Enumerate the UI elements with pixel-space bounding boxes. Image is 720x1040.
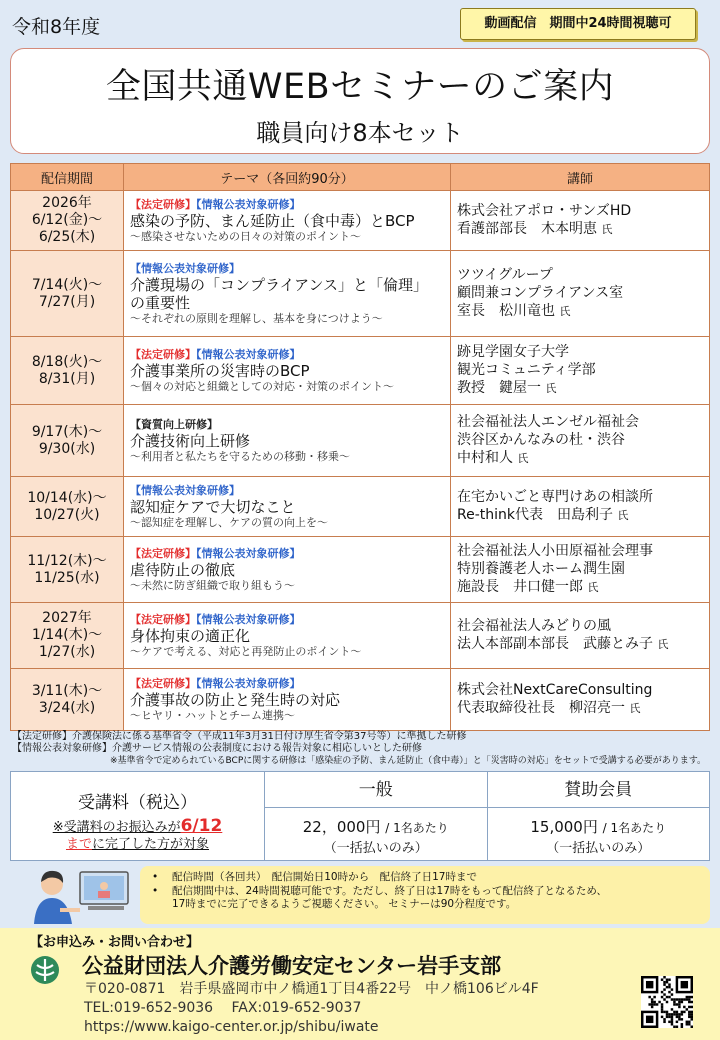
fee-member — [488, 772, 710, 860]
period-line: 7/27(月) — [38, 293, 96, 310]
period-cell — [11, 537, 124, 603]
fee-general-price: 22，000円 — [302, 818, 381, 836]
fee-member-price: 15,000円 — [530, 818, 598, 836]
theme-tags — [130, 198, 444, 212]
lecturer-line — [457, 431, 703, 449]
lecturer-line — [457, 578, 703, 597]
note-public: 【情報公表対象研修】介護サービス情報の公表制度における報告対象に相応しいとした研修 — [12, 743, 422, 754]
title-box — [10, 48, 710, 154]
theme-cell — [124, 191, 451, 251]
training-tag: 【情報公表対象研修】 — [130, 261, 240, 275]
lecturer-cell — [451, 191, 710, 251]
period-line: 9/17(木)～ — [31, 423, 103, 440]
training-tag: 【情報公表対象研修】 — [196, 612, 301, 626]
period-line: 11/12(木)～ — [27, 552, 107, 569]
lecturer-line — [457, 220, 703, 239]
theme-tags — [130, 418, 444, 432]
training-tag: 【資質向上研修】 — [130, 417, 218, 431]
theme-title: 身体拘束の適正化 — [130, 626, 251, 645]
qr-code-icon[interactable] — [641, 976, 693, 1028]
theme-title: の重要性 — [130, 293, 191, 312]
honorific: 氏 — [657, 638, 669, 651]
page-subtitle: 職員向け8本セット — [256, 119, 464, 147]
contact-section — [0, 928, 720, 1040]
period-cell — [11, 405, 124, 477]
theme-subtitle: ～ヒヤリ・ハットとチーム連携～ — [130, 708, 295, 722]
lecturer-text: 中村和人 — [457, 450, 513, 466]
honorific: 氏 — [601, 223, 613, 236]
theme-subtitle: ～ケアで考える、対応と再発防止のポイント～ — [130, 644, 362, 658]
lecturer-text: 跡見学園女子大学 — [457, 344, 569, 360]
period-line: 1/14(木)～ — [31, 627, 103, 643]
fee-cond-a: ※受講料のお振込みが — [52, 820, 181, 835]
theme-cell — [124, 405, 451, 477]
lecturer-line — [457, 449, 703, 468]
training-tag: 【情報公表対象研修】 — [196, 676, 301, 690]
fee-member-per: / 1名あたり — [602, 821, 667, 835]
theme-cell — [124, 337, 451, 405]
lecturer-line — [457, 635, 703, 654]
period-line: 9/30(水) — [38, 440, 96, 457]
period-line: 8/18(火)～ — [31, 353, 103, 370]
info-line-note: 17時までに完了できるようご視聴ください。 セミナーは90分程度です。 — [172, 898, 517, 910]
fee-general-lump: （一括払いのみ） — [323, 841, 428, 856]
lecturer-text: 渋谷区かんなみの杜・渋谷 — [457, 432, 625, 448]
period-cell — [11, 477, 124, 537]
period-cell — [11, 251, 124, 337]
lecturer-text: 看護部部長 木本明恵 — [457, 221, 597, 237]
period-line: 6/12(金)～ — [31, 212, 103, 228]
honorific: 氏 — [517, 452, 529, 465]
fee-member-lump: （一括払いのみ） — [546, 841, 651, 856]
training-tag: 【法定研修】 — [130, 676, 196, 690]
honorific: 氏 — [559, 305, 571, 318]
table-row — [11, 251, 710, 337]
period-line: 3/11(木)～ — [31, 682, 103, 699]
theme-title: 感染の予防、まん延防止（食中毒）とBCP — [130, 211, 415, 230]
fee-general — [265, 772, 488, 860]
theme-cell — [124, 251, 451, 337]
lecturer-cell — [451, 603, 710, 669]
notes — [12, 731, 712, 767]
lecturer-cell — [451, 669, 710, 731]
theme-tags — [130, 613, 444, 627]
streaming-badge: 動画配信 期間中24時間視聴可 — [460, 8, 696, 40]
period-line: 1/27(水) — [38, 644, 96, 660]
contact-address: 〒020-0871 岩手県盛岡市中ノ橋通1丁目4番22号 中ノ橋106ビル4F — [84, 981, 539, 997]
period-line: 6/25(木) — [38, 229, 96, 245]
period-line: 10/14(水)～ — [27, 489, 107, 506]
theme-tags — [130, 677, 444, 691]
period-line: 8/31(月) — [38, 370, 96, 387]
lecturer-text: 代表取締役社長 柳沼亮一 — [457, 700, 625, 716]
lecturer-line — [457, 302, 703, 321]
col-header-theme: テーマ（各回約90分） — [124, 164, 451, 191]
theme-subtitle: ～感染させないための日々の対策のポイント～ — [130, 229, 361, 243]
contact-heading: 【お申込み・お問い合わせ】 — [30, 935, 200, 950]
organization-logo-icon — [30, 955, 60, 985]
theme-title: 認知症ケアで大切なこと — [130, 497, 296, 516]
note-legal: 【法定研修】介護保険法に係る基準省令（平成11年3月31日付け厚生省令第37号等）に準拠した研修 — [12, 731, 467, 742]
lecturer-text: Re-think代表 田島利子 — [457, 507, 613, 523]
period-cell — [11, 603, 124, 669]
lecturer-text: 社会福祉法人エンゼル福祉会 — [457, 414, 639, 430]
lecturer-cell — [451, 337, 710, 405]
theme-subtitle: ～個々の対応と組織としての対応・対策のポイント～ — [130, 379, 394, 393]
theme-tags — [130, 484, 444, 498]
period-cell — [11, 191, 124, 251]
theme-subtitle: ～利用者と私たちを守るための移動・移乗～ — [130, 449, 350, 463]
period-cell — [11, 337, 124, 405]
delivery-info — [140, 866, 710, 924]
person-at-computer-icon — [28, 866, 138, 924]
table-row — [11, 405, 710, 477]
theme-cell — [124, 537, 451, 603]
lecturer-line — [457, 681, 703, 699]
lecturer-cell — [451, 251, 710, 337]
lecturer-text: 株式会社アポロ・サンズHD — [457, 203, 632, 219]
lecturer-cell — [451, 477, 710, 537]
lecturer-line — [457, 379, 703, 398]
col-header-lecturer: 講師 — [451, 164, 710, 191]
period-cell — [11, 669, 124, 731]
theme-cell — [124, 669, 451, 731]
theme-subtitle: ～未然に防ぎ組織で取り組もう～ — [130, 578, 295, 592]
period-line: 11/25(水) — [34, 569, 100, 586]
fee-cond-date: 6/12 — [180, 816, 223, 836]
honorific: 氏 — [617, 509, 629, 522]
note-bcp: ※基準省令で定められているBCPに関する研修は「感染症の予防、まん延防止（食中毒）」と「災害時の対応」をセットで受講する必要があります。 — [110, 756, 707, 766]
lecturer-line — [457, 488, 703, 506]
lecturer-text: 教授 鍵屋一 — [457, 380, 541, 396]
lecturer-text: 在宅かいごと専門けあの相談所 — [457, 489, 653, 505]
lecturer-line — [457, 560, 703, 578]
lecturer-text: 観光コミュニティ学部 — [457, 362, 596, 378]
lecturer-text: 顧問兼コンプライアンス室 — [457, 285, 624, 301]
period-line: 7/14(火)～ — [31, 276, 103, 293]
lecturer-line — [457, 202, 703, 220]
theme-title: 介護事故の防止と発生時の対応 — [130, 690, 341, 709]
col-header-period: 配信期間 — [11, 164, 124, 191]
lecturer-text: 社会福祉法人みどりの風 — [457, 618, 611, 634]
fee-label-cell — [11, 772, 265, 860]
theme-title: 虐待防止の徹底 — [130, 560, 236, 579]
theme-tags — [130, 547, 444, 561]
training-tag: 【法定研修】 — [130, 546, 196, 560]
lecturer-line — [457, 266, 703, 284]
theme-cell — [124, 603, 451, 669]
theme-subtitle: ～認知症を理解し、ケアの質の向上を～ — [130, 515, 328, 529]
lecturer-line — [457, 413, 703, 431]
seminar-table — [10, 163, 710, 731]
theme-cell — [124, 477, 451, 537]
theme-title: 介護現場の「コンプライアンス」と「倫理」 — [130, 275, 429, 294]
lecturer-cell — [451, 537, 710, 603]
lecturer-line — [457, 343, 703, 361]
period-line: 3/24(水) — [38, 699, 96, 716]
lecturer-cell — [451, 405, 710, 477]
lecturer-text: 法人本部副本部長 武藤とみ子 — [457, 636, 653, 652]
organization-name: 公益財団法人介護労働安定センター岩手支部 — [82, 954, 502, 978]
lecturer-line — [457, 506, 703, 525]
table-row — [11, 603, 710, 669]
lecturer-line — [457, 361, 703, 379]
lecturer-text: 特別養護老人ホーム潤生園 — [457, 561, 625, 577]
lecturer-line — [457, 617, 703, 635]
fee-cond-c: に完了した方が対象 — [92, 837, 210, 852]
training-tag: 【情報公表対象研修】 — [196, 347, 301, 361]
table-row — [11, 537, 710, 603]
info-line-time: • 配信時間（各回共） 配信開始日10時から 配信終了日17時まで — [150, 871, 702, 885]
fiscal-year: 令和8年度 — [12, 16, 101, 38]
honorific: 氏 — [629, 702, 641, 715]
fee-general-label: 一般 — [265, 772, 487, 808]
fee-general-per: / 1名あたり — [385, 821, 449, 835]
table-row — [11, 669, 710, 731]
theme-title: 介護技術向上研修 — [130, 431, 251, 450]
fee-condition — [11, 818, 264, 853]
contact-details — [84, 980, 539, 1037]
training-tag: 【法定研修】 — [130, 197, 196, 211]
honorific: 氏 — [587, 581, 599, 594]
theme-tags — [130, 262, 444, 276]
info-line-period: • 配信期間中は、24時間視聴可能です。ただし、終了日は17時をもって配信終了となるため、 — [150, 885, 702, 899]
period-line: 10/27(火) — [34, 506, 100, 523]
theme-tags — [130, 348, 444, 362]
fee-table — [10, 771, 710, 861]
fee-cond-b: まで — [65, 837, 92, 852]
lecturer-text: ツツイグループ — [457, 267, 553, 283]
table-row — [11, 337, 710, 405]
period-line: 2026年 — [42, 195, 92, 211]
honorific: 氏 — [545, 382, 557, 395]
training-tag: 【情報公表対象研修】 — [130, 483, 240, 497]
fee-member-label: 賛助会員 — [488, 772, 710, 808]
contact-url[interactable]: https://www.kaigo-center.or.jp/shibu/iwate — [84, 1019, 379, 1035]
training-tag: 【情報公表対象研修】 — [196, 546, 301, 560]
period-line: 2027年 — [42, 610, 92, 626]
lecturer-text: 社会福祉法人小田原福祉会理事 — [457, 543, 653, 559]
theme-title: 介護事業所の災害時のBCP — [130, 361, 310, 380]
fee-label: 受講料（税込） — [78, 793, 197, 813]
training-tag: 【法定研修】 — [130, 347, 196, 361]
lecturer-text: 室長 松川竜也 — [457, 303, 555, 319]
page-title: 全国共通WEBセミナーのご案内 — [105, 67, 615, 107]
lecturer-text: 施設長 井口健一郎 — [457, 579, 583, 595]
lecturer-line — [457, 284, 703, 302]
lecturer-line — [457, 699, 703, 718]
training-tag: 【情報公表対象研修】 — [196, 197, 301, 211]
table-row — [11, 191, 710, 251]
theme-subtitle: ～それぞれの原則を理解し、基本を身につけよう～ — [130, 311, 383, 325]
table-row — [11, 477, 710, 537]
lecturer-text: 株式会社NextCareConsulting — [457, 682, 653, 698]
contact-phone: TEL:019-652-9036 FAX:019-652-9037 — [84, 1000, 362, 1016]
lecturer-line — [457, 542, 703, 560]
training-tag: 【法定研修】 — [130, 612, 196, 626]
